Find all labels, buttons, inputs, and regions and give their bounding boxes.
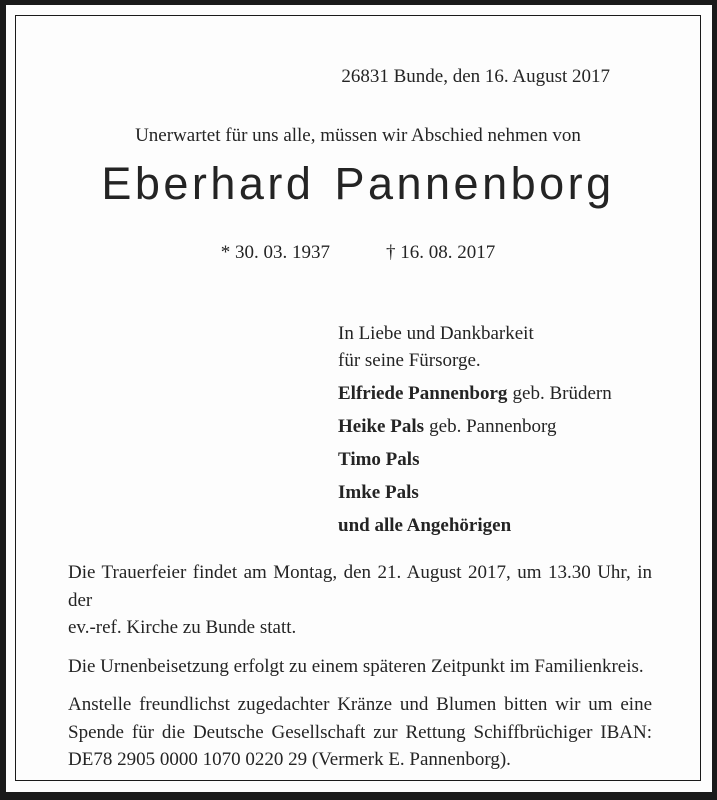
announcements (68, 559, 652, 785)
mourner-line (338, 446, 612, 473)
family-block (338, 320, 612, 539)
mourner-name: Imke Pals (338, 482, 419, 503)
intro-line: Unerwartet für uns alle, müssen wir Abschied nehmen von (135, 125, 581, 146)
mourner-line (338, 479, 612, 506)
dateline: 26831 Bunde, den 16. August 2017 (341, 66, 610, 87)
paragraph-line: Anstelle freundlichst zugedachter Kränze und Blumen bitten wir um eine (68, 694, 652, 715)
mourner-name: Heike Pals (338, 416, 425, 437)
paragraph-line: ev.-ref. Kirche zu Bunde statt. (68, 617, 297, 638)
paragraph-line: DE78 2905 0000 1070 0220 29 (Vermerk E. Pannenborg). (68, 749, 511, 770)
mourner-line (338, 380, 612, 407)
paragraph-line: Die Trauerfeier findet am Montag, den 21. August 2017, um 13.30 Uhr, in der (68, 562, 652, 611)
birth-date: * 30. 03. 1937 (220, 242, 330, 263)
paragraph-line: Spende für die Deutsche Gesellschaft zur Rettung Schiffbrüchiger IBAN: (68, 721, 652, 743)
mourner-line (338, 512, 612, 539)
paragraph-urn-burial (68, 653, 652, 681)
tribute-line-1: In Liebe und Dankbarkeit (338, 323, 534, 344)
deceased-name: Eberhard Pannenborg (101, 158, 615, 209)
mourner-name: Elfriede Pannenborg (338, 383, 508, 404)
mourner-note: geb. Pannenborg (429, 416, 557, 437)
death-date: † 16. 08. 2017 (386, 242, 496, 263)
life-dates (15, 239, 701, 266)
paragraph-funeral-service (68, 559, 652, 642)
tribute-line-2: für seine Fürsorge. (338, 350, 481, 371)
mourner-name: und alle Angehörigen (338, 515, 512, 536)
mourner-line (338, 413, 612, 440)
mourner-note: geb. Brüdern (512, 383, 612, 404)
paragraph-line: Die Urnenbeisetzung erfolgt zu einem späteren Zeitpunkt im Familienkreis. (68, 655, 644, 677)
mourner-name: Timo Pals (338, 449, 420, 470)
paragraph-donation (68, 691, 652, 774)
